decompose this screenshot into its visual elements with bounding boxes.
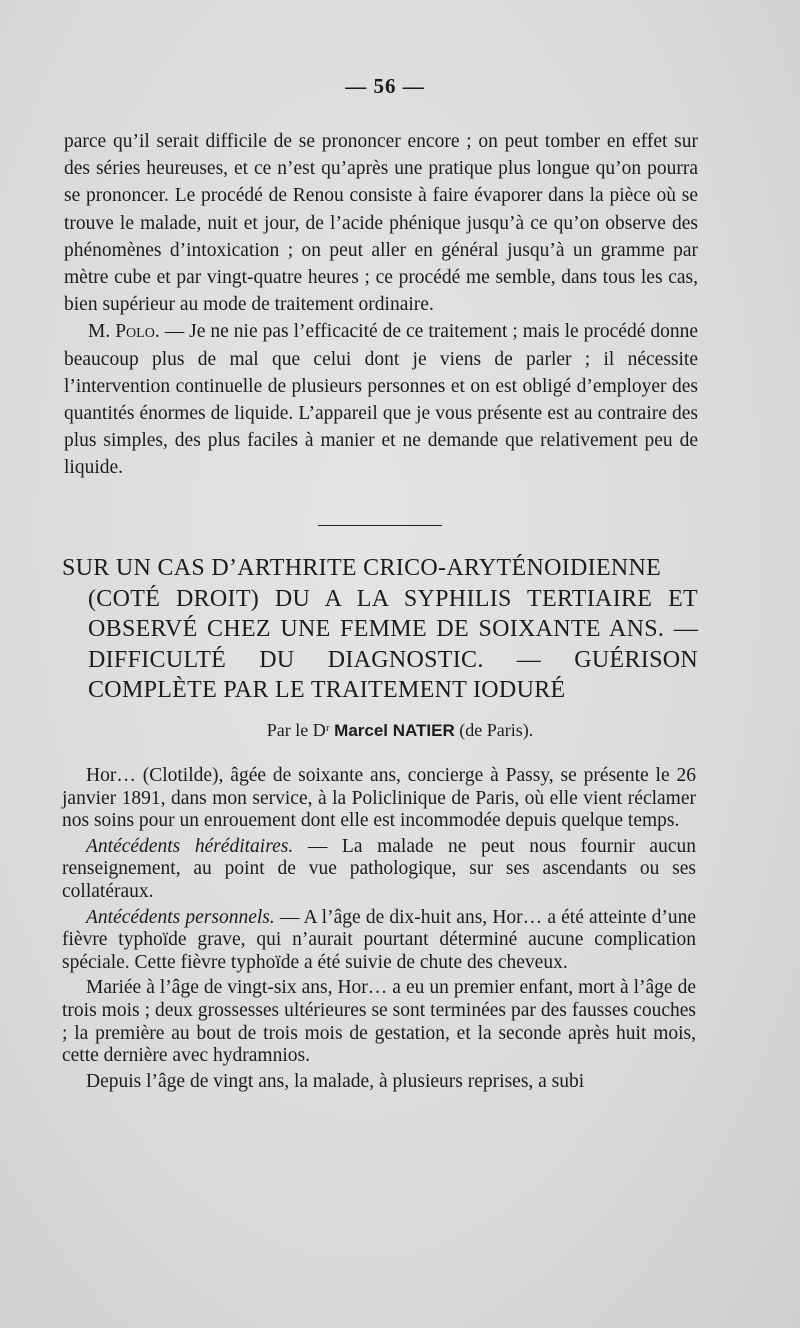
article-title	[62, 553, 698, 706]
article-byline	[0, 720, 800, 741]
section-heading: Antécédents héréditaires.	[86, 835, 294, 857]
page-number: — 56 —	[345, 74, 425, 98]
body-paragraph: Mariée à l’âge de vingt-six ans, Hor… a eu un premier enfant, mort à l’âge de trois mois ; deux grossesses ultérieures se sont terminées par des fausses couches ; la première au bout de trois mois de gestation, et la seconde après huit mois, cette dernière avec hydramnios.	[62, 977, 696, 1067]
article-title-continuation: (COTÉ DROIT) DU A LA SYPHILIS TERTIAIRE ET OBSERVÉ CHEZ UNE FEMME DE SOIXANTE ANS. — DIFFICULTÉ DU DIAGNOSTIC. — GUÉRISON COMPLÈTE PAR LE TRAITEMENT IODURÉ	[88, 585, 698, 703]
body-paragraph	[62, 907, 696, 975]
section-divider	[318, 525, 442, 526]
speaker-name: M. Polo.	[88, 321, 160, 343]
section-heading: Antécédents personnels.	[86, 906, 275, 928]
byline-prefix: Par le Dʳ	[266, 720, 335, 740]
body-paragraph	[62, 836, 696, 904]
previous-discussion	[64, 128, 698, 482]
body-paragraph: Depuis l’âge de vingt ans, la malade, à plusieurs reprises, a subi	[86, 1070, 585, 1092]
paragraph-text: — A l’âge de dix-huit ans, Hor… a été atteinte d’une fièvre typhoïde grave, qui n’aurait pourtant déterminé aucune complication spéciale. Cette fièvre typhoïde a été suivie de chute des cheveux.	[62, 906, 696, 973]
author-name: Marcel NATIER	[334, 721, 455, 740]
paragraph-text: — La malade ne peut nous fournir aucun renseignement, au point de vue pathologique, sur ses ascendants ou ses collatéraux.	[62, 835, 696, 902]
body-paragraph: Hor… (Clotilde), âgée de soixante ans, concierge à Passy, se présente le 26 janvier 1891, dans mon service, à la Policlinique de Paris, où elle vient réclamer nos soins pour un enrouement dont elle est incommodée depuis quelque temps.	[62, 765, 696, 832]
article-title-line: SUR UN CAS D’ARTHRITE CRICO-ARYTÉNOIDIENNE	[62, 555, 662, 581]
discussion-paragraph: parce qu’il serait difficile de se prononcer encore ; on peut tomber en effet sur des séries heureuses, et ce n’est qu’après une pratique plus longue qu’on pourra se prononcer. Le procédé de Renou consiste à faire évaporer dans la pièce où se trouve le malade, nuit et jour, de l’acide phénique jusqu’à ce qu’on observe des phénomènes d’intoxication ; on peut aller en général jusqu’à un gramme par mètre cube et par vingt-quatre heures ; ce procédé me semble, dans tous les cas, bien supérieur au mode de traitement ordinaire.	[64, 131, 698, 316]
speaker-text: — Je ne nie pas l’efficacité de ce traitement ; mais le procédé donne beaucoup plus de mal que celui dont je viens de parler ; il nécessite l’intervention continuelle de plusieurs personnes et on est obligé d’employer des quantités énormes de liquide. L’appareil que je vous présente est au contraire des plus simples, des plus faciles à manier et ne demande que relativement peu de liquide.	[64, 321, 698, 479]
discussion-paragraph	[64, 318, 698, 481]
byline-suffix: (de Paris).	[454, 720, 534, 740]
article-body	[62, 765, 696, 1096]
